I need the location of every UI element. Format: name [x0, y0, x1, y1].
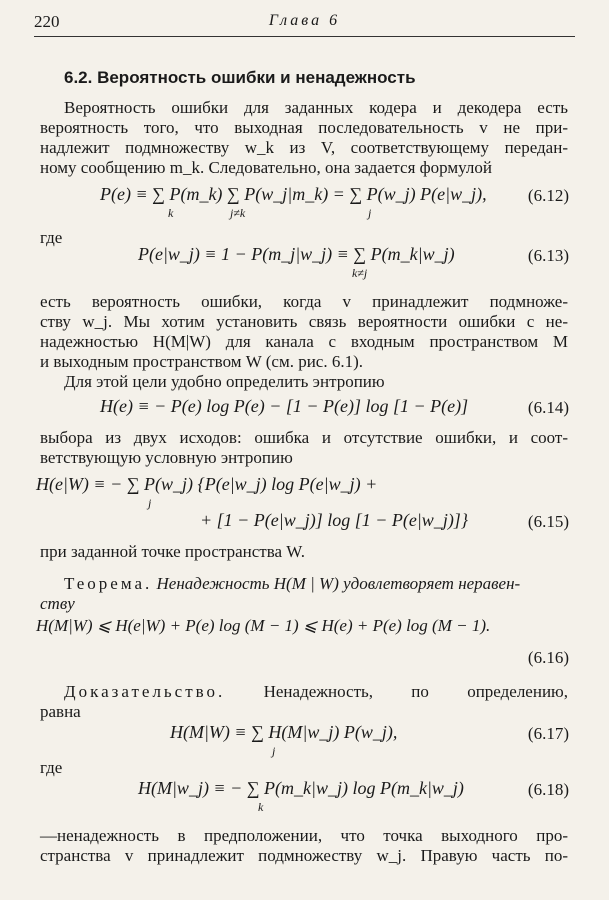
theorem-line1 — [64, 574, 520, 594]
equation-number-6-13: (6.13) — [527, 246, 569, 265]
equation-6-18: H(M|w_j) ≡ − ∑ P(m_k|w_j) log P(m_k|w_j) — [138, 778, 464, 798]
eq617-sub-j: j — [272, 744, 276, 758]
proof-text: Ненадежность, по определению, — [263, 682, 568, 701]
eq612-sub-jk: j≠k — [230, 206, 246, 220]
equation-6-12: P(e) ≡ ∑ P(m_k) ∑ P(w_j|m_k) = ∑ P(w_j) P(e|w_j), — [100, 184, 487, 204]
para1-line1: Вероятность ошибки для заданных кодера и декодера есть — [64, 98, 568, 117]
page-header — [34, 10, 575, 37]
proof-label: Доказательство. — [64, 682, 226, 701]
para6-line1: —ненадежность в предположении, что точка выходного про- — [40, 826, 568, 845]
eq618-sub-k: k — [258, 800, 264, 814]
equation-6-15-line2: + [1 − P(e|w_j)] log [1 − P(e|w_j)]} — [200, 510, 469, 530]
equation-6-16: H(M|W) ⩽ H(e|W) + P(e) log (M − 1) ⩽ H(e) + P(e) log (M − 1). — [36, 616, 491, 635]
para1-line4: ному сообщению m_k. Следовательно, она задается формулой — [40, 158, 492, 177]
eq615-sub-j: j — [148, 496, 152, 510]
equation-number-6-12: (6.12) — [527, 186, 569, 205]
para1-line2: вероятность того, что выходная последовательность v не при- — [40, 118, 568, 137]
page-number: 220 — [34, 12, 60, 31]
eq612-sub-k: k — [168, 206, 174, 220]
where-label-1: где — [40, 228, 63, 247]
theorem-label: Теорема. — [64, 574, 153, 593]
proof-line2: равна — [40, 702, 81, 721]
equation-6-15-line1: H(e|W) ≡ − ∑ P(w_j) {P(e|w_j) log P(e|w_j) + — [36, 474, 378, 494]
para2-line1: есть вероятность ошибки, когда v принадлежит подмноже- — [40, 292, 568, 311]
para6-line2: странства v принадлежит подмножеству w_j. Правую часть по- — [40, 846, 568, 865]
para3: Для этой цели удобно определить энтропию — [64, 372, 385, 391]
theorem-text: Ненадежность H(M | W) удовлетворяет неравен- — [156, 574, 521, 593]
section-title: 6.2. Вероятность ошибки и ненадежность — [64, 68, 416, 87]
eq613-sub-kj: k≠j — [352, 266, 368, 280]
equation-6-17: H(M|W) ≡ ∑ H(M|w_j) P(w_j), — [170, 722, 398, 742]
eq612-sub-j: j — [368, 206, 372, 220]
para5: при заданной точке пространства W. — [40, 542, 306, 561]
equation-number-6-16: (6.16) — [527, 648, 569, 667]
where-label-2: где — [40, 758, 63, 777]
equation-6-14: H(e) ≡ − P(e) log P(e) − [1 − P(e)] log [1 − P(e)] — [100, 396, 469, 416]
equation-number-6-14: (6.14) — [527, 398, 569, 417]
equation-6-13: P(e|w_j) ≡ 1 − P(m_j|w_j) ≡ ∑ P(m_k|w_j) — [138, 244, 455, 264]
para4-line1: выбора из двух исходов: ошибка и отсутствие ошибки, и соот- — [40, 428, 568, 447]
equation-number-6-17: (6.17) — [527, 724, 569, 743]
para4-line2: ветствующую условную энтропию — [40, 448, 293, 467]
para2-line3: надежностью H(M|W) для канала с входным пространством M — [40, 332, 568, 351]
equation-number-6-18: (6.18) — [527, 780, 569, 799]
para2-line2: ству w_j. Мы хотим установить связь вероятности ошибки с не- — [40, 312, 568, 331]
proof-line1 — [64, 682, 568, 702]
theorem-line2: ству — [40, 594, 75, 613]
equation-number-6-15: (6.15) — [527, 512, 569, 531]
para1-line3: надлежит подмножеству w_k из V, соответствующему передан- — [40, 138, 568, 157]
para2-line4: и выходным пространством W (см. рис. 6.1). — [40, 352, 364, 371]
chapter-title: Глава 6 — [268, 12, 341, 29]
